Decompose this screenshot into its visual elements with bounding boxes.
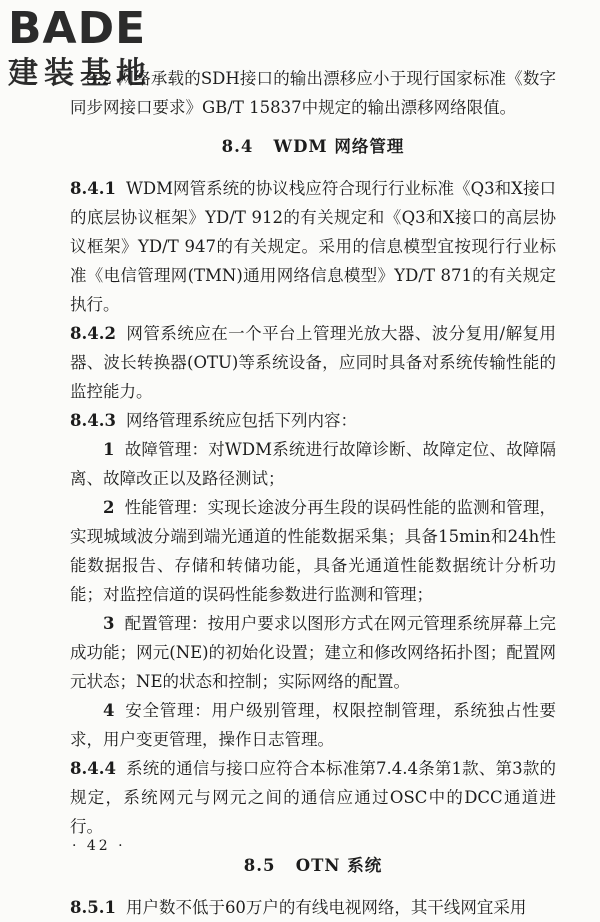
section-number: 8.5 [243, 856, 276, 875]
item-number: 2 [103, 498, 115, 517]
logo-brand: BADE [8, 3, 147, 54]
list-item [70, 609, 556, 696]
list-item [70, 493, 556, 609]
logo-sub: 建装基地 [8, 56, 152, 91]
clause-text: WDM网管系统的协议栈应符合现行行业标准《Q3和X接口的底层协议框架》YD/T 912的有关规定和《Q3和X接口的高层协议框架》YD/T 947的有关规定。采用的信息模型宜按现行行业标准《电信管理网(TMN)通用网络信息模型》YD/T 871的有关规定执行。 [70, 179, 556, 314]
clause-number: 8.5.1 [70, 898, 116, 917]
clause-8-4-2 [70, 319, 556, 406]
list-item [70, 696, 556, 754]
clause-8-4-4 [70, 754, 556, 841]
section-8-5-heading [70, 852, 556, 880]
section-8-4-heading [70, 133, 556, 161]
page-number: · 42 · [72, 838, 126, 854]
clause-text: 系统的通信与接口应符合本标准第7.4.4条第1款、第3款的规定，系统网元与网元之间的通信应通过OSC中的DCC通道进行。 [70, 759, 556, 836]
item-number: 1 [103, 440, 115, 459]
document-body [70, 64, 556, 922]
section-number: 8.4 [221, 137, 254, 156]
clause-number: 8.4.2 [70, 324, 116, 343]
section-title: OTN 系统 [295, 856, 383, 875]
clause-8-3-2-tail: 3.2 网络承载的SDH接口的输出漂移应小于现行国家标准《数字同步网接口要求》GB/T 15837中规定的输出漂移网络限值。 [70, 69, 556, 117]
clause-number: 8.4.3 [70, 411, 116, 430]
item-text: 性能管理：实现长途波分再生段的误码性能的监测和管理，实现城域波分端到端光通道的性能数据采集；具备15min和24h性能数据报告、存储和转储功能，具备光通道性能数据统计分析功能；对监控信道的误码性能参数进行监测和管理； [70, 498, 556, 604]
clause-number: 8.4.4 [70, 759, 116, 778]
item-text: 配置管理：按用户要求以图形方式在网元管理系统屏幕上完成功能；网元(NE)的初始化设置；建立和修改网络拓扑图；配置网元状态；NE的状态和控制；实际网络的配置。 [70, 614, 556, 691]
clause-text: 网管系统应在一个平台上管理光放大器、波分复用/解复用器、波长转换器(OTU)等系统设备，应同时具备对系统传输性能的监控能力。 [70, 324, 556, 401]
item-text: 安全管理：用户级别管理，权限控制管理，系统独占性要求，用户变更管理，操作日志管理。 [70, 701, 556, 749]
clause-8-5-1 [70, 893, 556, 922]
clause-8-4-3 [70, 406, 556, 435]
clause-number: 8.4.1 [70, 179, 116, 198]
item-text: 故障管理：对WDM系统进行故障诊断、故障定位、故障隔离、故障改正以及路径测试； [70, 440, 556, 488]
section-title: WDM 网络管理 [273, 137, 405, 156]
item-number: 4 [103, 701, 115, 720]
item-number: 3 [103, 614, 115, 633]
clause-8-4-1 [70, 174, 556, 319]
clause-text: 用户数不低于60万户的有线电视网络，其干线网宜采用 [125, 898, 527, 917]
clause-text: 网络管理系统应包括下列内容： [125, 411, 357, 430]
list-item [70, 435, 556, 493]
